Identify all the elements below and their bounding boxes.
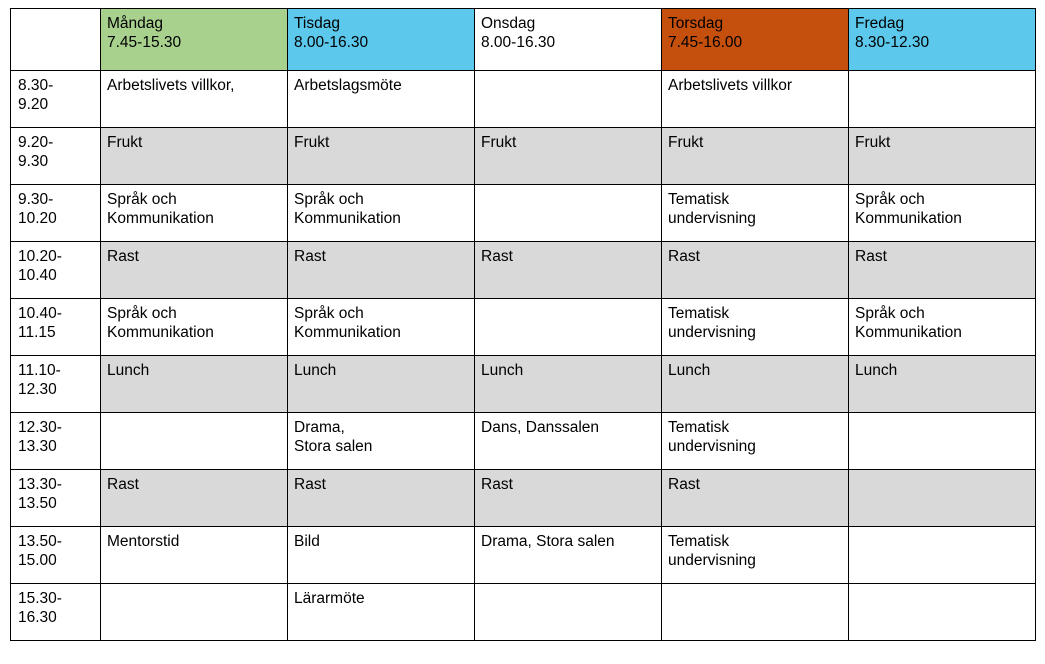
time-end: 11.15 [18, 324, 56, 342]
day-hours-thursday: 7.45-16.00 [668, 34, 743, 52]
activity-line-2: Kommunikation [107, 324, 214, 342]
activity-line-1: Rast [481, 248, 513, 265]
activity-line-2: Kommunikation [855, 210, 962, 228]
activity-cell [101, 242, 288, 299]
activity-cell [475, 527, 662, 584]
activity-cell [662, 527, 849, 584]
activity-line-1: Drama, [294, 419, 345, 436]
activity-cell [662, 242, 849, 299]
day-name-friday: Fredag [855, 15, 905, 32]
day-hours-wednesday: 8.00-16.30 [481, 34, 556, 52]
activity-cell [849, 413, 1036, 470]
activity-line-1: Rast [294, 248, 326, 265]
activity-line-1: Lunch [107, 362, 150, 379]
table-row [11, 527, 1036, 584]
time-slot-cell [11, 299, 101, 356]
time-slot-cell [11, 128, 101, 185]
time-end: 13.50 [18, 495, 57, 513]
day-header-friday [849, 9, 1036, 71]
activity-line-1: Lunch [481, 362, 524, 379]
activity-line-1: Tematisk [668, 419, 730, 436]
activity-cell [662, 470, 849, 527]
activity-cell [662, 71, 849, 128]
time-end: 12.30 [18, 381, 57, 399]
activity-line-1: Rast [294, 476, 326, 493]
activity-cell [288, 584, 475, 641]
time-start: 15.30- [18, 590, 62, 607]
time-slot-cell [11, 356, 101, 413]
activity-cell [101, 299, 288, 356]
table-row [11, 470, 1036, 527]
day-hours-monday: 7.45-15.30 [107, 34, 182, 52]
activity-line-2: Kommunikation [107, 210, 214, 228]
activity-cell [288, 128, 475, 185]
activity-cell [849, 527, 1036, 584]
activity-line-1: Arbetslivets villkor, [107, 77, 235, 94]
activity-line-2: Kommunikation [294, 210, 401, 228]
time-slot-cell [11, 527, 101, 584]
time-start: 9.30- [18, 191, 54, 208]
time-end: 15.00 [18, 552, 57, 570]
activity-cell [288, 185, 475, 242]
activity-cell [849, 185, 1036, 242]
activity-line-2: undervisning [668, 438, 756, 456]
activity-cell [288, 527, 475, 584]
activity-cell [101, 584, 288, 641]
activity-cell [662, 185, 849, 242]
table-row [11, 128, 1036, 185]
activity-cell [288, 470, 475, 527]
day-header-wednesday [475, 9, 662, 71]
day-hours-tuesday: 8.00-16.30 [294, 34, 369, 52]
table-row [11, 71, 1036, 128]
activity-cell [662, 356, 849, 413]
activity-line-1: Frukt [855, 134, 891, 151]
activity-cell [475, 242, 662, 299]
activity-line-1: Lunch [294, 362, 337, 379]
activity-cell [475, 470, 662, 527]
activity-line-1: Rast [481, 476, 513, 493]
activity-line-1: Frukt [107, 134, 143, 151]
activity-line-1: Arbetslagsmöte [294, 77, 402, 94]
activity-line-2: Kommunikation [294, 324, 401, 342]
activity-cell [475, 413, 662, 470]
day-name-monday: Måndag [107, 15, 164, 32]
day-name-tuesday: Tisdag [294, 15, 340, 32]
time-start: 13.50- [18, 533, 62, 550]
activity-line-1: Arbetslivets villkor [668, 77, 793, 94]
activity-cell [662, 299, 849, 356]
time-start: 9.20- [18, 134, 54, 151]
activity-cell [475, 71, 662, 128]
activity-cell [101, 527, 288, 584]
activity-cell [662, 413, 849, 470]
time-end: 13.30 [18, 438, 57, 456]
activity-cell [849, 356, 1036, 413]
time-end: 9.30 [18, 153, 49, 171]
activity-line-2: Kommunikation [855, 324, 962, 342]
activity-line-1: Rast [107, 476, 139, 493]
activity-cell [849, 470, 1036, 527]
activity-cell [849, 242, 1036, 299]
time-end: 16.30 [18, 609, 57, 627]
activity-line-1: Rast [107, 248, 139, 265]
time-slot-cell [11, 242, 101, 299]
time-start: 12.30- [18, 419, 62, 436]
activity-cell [101, 356, 288, 413]
header-row [11, 9, 1036, 71]
activity-line-1: Frukt [668, 134, 704, 151]
activity-line-1: Språk och [107, 191, 177, 208]
activity-cell [101, 128, 288, 185]
table-row [11, 299, 1036, 356]
activity-cell [475, 185, 662, 242]
activity-line-1: Språk och [855, 305, 925, 322]
activity-line-1: Språk och [107, 305, 177, 322]
activity-line-1: Dans, Danssalen [481, 419, 600, 436]
day-hours-friday: 8.30-12.30 [855, 34, 930, 52]
activity-cell [662, 128, 849, 185]
activity-cell [288, 242, 475, 299]
time-start: 10.40- [18, 305, 62, 322]
time-slot-cell [11, 185, 101, 242]
table-row [11, 356, 1036, 413]
activity-line-1: Lärarmöte [294, 590, 365, 607]
activity-cell [288, 71, 475, 128]
schedule-header [11, 9, 1036, 71]
activity-cell [849, 299, 1036, 356]
activity-line-2: undervisning [668, 552, 756, 570]
day-name-thursday: Torsdag [668, 15, 724, 32]
activity-line-1: Rast [855, 248, 887, 265]
day-header-thursday [662, 9, 849, 71]
time-start: 8.30- [18, 77, 54, 94]
activity-line-1: Rast [668, 476, 700, 493]
corner-cell [11, 9, 101, 71]
activity-line-1: Tematisk [668, 533, 730, 550]
day-name-wednesday: Onsdag [481, 15, 536, 32]
activity-line-1: Tematisk [668, 191, 730, 208]
activity-line-1: Frukt [294, 134, 330, 151]
activity-cell [662, 584, 849, 641]
activity-cell [288, 299, 475, 356]
day-header-monday [101, 9, 288, 71]
table-row [11, 413, 1036, 470]
time-start: 10.20- [18, 248, 62, 265]
activity-cell [288, 356, 475, 413]
schedule-body [11, 71, 1036, 641]
time-end: 10.40 [18, 267, 57, 285]
time-slot-cell [11, 470, 101, 527]
activity-line-1: Rast [668, 248, 700, 265]
activity-line-1: Drama, Stora salen [481, 533, 615, 550]
table-row [11, 242, 1036, 299]
activity-line-1: Tematisk [668, 305, 730, 322]
activity-line-2: undervisning [668, 324, 756, 342]
time-end: 9.20 [18, 96, 49, 114]
activity-cell [101, 185, 288, 242]
activity-cell [101, 470, 288, 527]
activity-line-1: Lunch [668, 362, 711, 379]
time-start: 11.10- [18, 362, 61, 379]
activity-cell [475, 584, 662, 641]
activity-line-1: Bild [294, 533, 320, 550]
activity-cell [101, 413, 288, 470]
time-slot-cell [11, 584, 101, 641]
activity-cell [475, 299, 662, 356]
activity-line-1: Språk och [294, 305, 364, 322]
activity-line-1: Lunch [855, 362, 898, 379]
activity-line-1: Språk och [855, 191, 925, 208]
activity-line-2: undervisning [668, 210, 756, 228]
time-end: 10.20 [18, 210, 57, 228]
activity-line-1: Språk och [294, 191, 364, 208]
activity-cell [101, 71, 288, 128]
day-header-tuesday [288, 9, 475, 71]
activity-cell [475, 356, 662, 413]
table-row [11, 185, 1036, 242]
activity-line-1: Frukt [481, 134, 517, 151]
time-slot-cell [11, 413, 101, 470]
table-row [11, 584, 1036, 641]
activity-line-1: Mentorstid [107, 533, 180, 550]
weekly-schedule-table [10, 8, 1036, 641]
time-slot-cell [11, 71, 101, 128]
activity-line-2: Stora salen [294, 438, 373, 456]
activity-cell [849, 128, 1036, 185]
activity-cell [849, 584, 1036, 641]
activity-cell [288, 413, 475, 470]
activity-cell [849, 71, 1036, 128]
activity-cell [475, 128, 662, 185]
time-start: 13.30- [18, 476, 62, 493]
